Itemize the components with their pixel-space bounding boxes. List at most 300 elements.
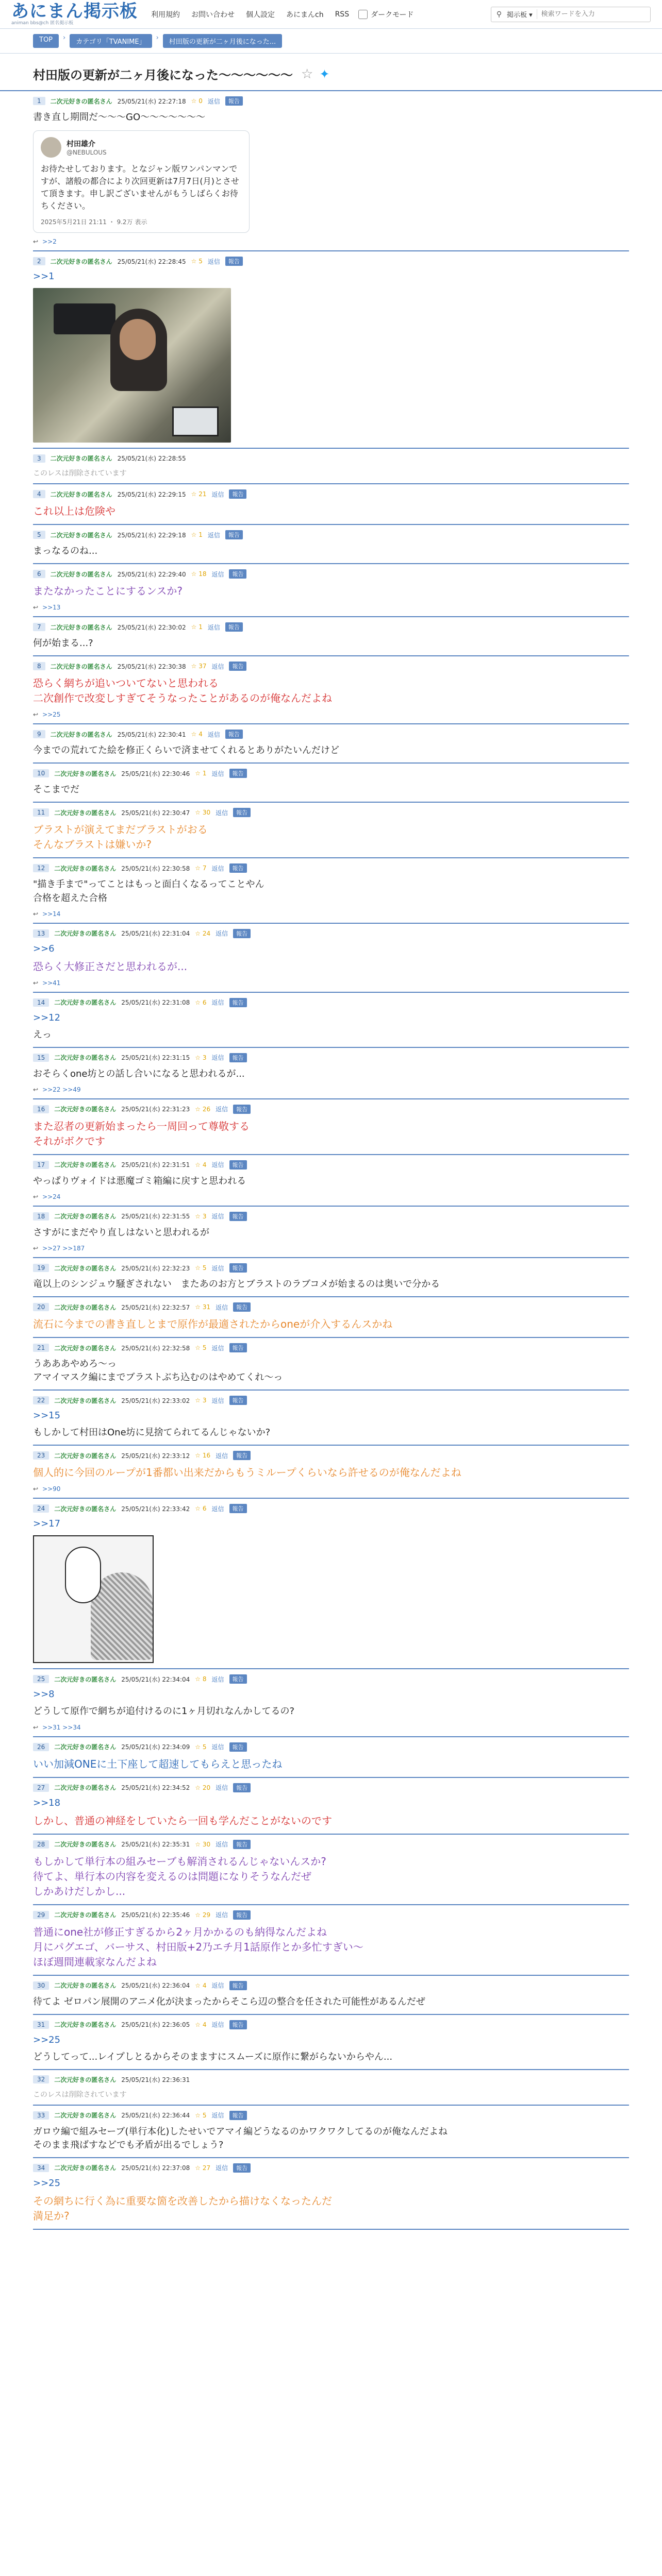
post (33, 1737, 629, 1778)
post-author: 二次元好きの匿名さん (54, 1841, 117, 1848)
post-number[interactable]: 9 (33, 730, 45, 738)
post-date: 25/05/21(水) 22:36:05 (121, 2021, 190, 2029)
post-rating[interactable]: ☆ 4 (195, 1981, 207, 1989)
post-number[interactable]: 13 (33, 929, 49, 938)
post-number[interactable]: 16 (33, 1105, 49, 1113)
post-header (33, 929, 629, 938)
post-number[interactable]: 12 (33, 864, 49, 872)
attached-manga-panel[interactable] (33, 1535, 154, 1663)
report-button[interactable]: 報告 (229, 1674, 247, 1684)
photo-monitor-shape (172, 406, 219, 436)
post-date: 25/05/21(水) 22:36:44 (121, 2112, 190, 2120)
post-number[interactable]: 6 (33, 570, 45, 578)
post-number[interactable]: 30 (33, 1981, 49, 1990)
report-button[interactable]: 報告 (233, 929, 251, 938)
reply-links[interactable]: >>25 (42, 711, 61, 719)
post (33, 858, 629, 923)
post-author: 二次元好きの匿名さん (54, 1213, 117, 1221)
post-body: まっなるのね... (33, 546, 98, 557)
post-rating[interactable]: ☆ 26 (195, 1105, 211, 1113)
report-button[interactable]: 報告 (229, 2111, 247, 2120)
post (33, 1297, 629, 1338)
post-header (33, 1981, 629, 1990)
post (33, 1778, 629, 1835)
post (33, 1099, 629, 1155)
search-input[interactable] (537, 10, 650, 18)
post-body: "描き手まで"ってことはもっと面白くなるってことやん 合格を超えた合格 (33, 879, 264, 904)
post-header (33, 622, 629, 632)
post-rating[interactable]: ☆ 5 (195, 1264, 207, 1272)
post-date: 25/05/21(水) 22:30:41 (117, 731, 186, 738)
report-button[interactable]: 報告 (229, 863, 247, 873)
breadcrumb-category[interactable]: カテゴリ「TVANIME」 (70, 34, 152, 48)
post-date: 25/05/21(水) 22:27:18 (117, 97, 186, 105)
post-author: 二次元好きの匿名さん (50, 490, 112, 498)
reply-links[interactable]: >>90 (42, 1485, 61, 1493)
post-header (33, 1504, 629, 1513)
dark-mode-checkbox[interactable] (358, 10, 368, 19)
post-author: 二次元好きの匿名さん (54, 770, 117, 777)
report-button[interactable]: 報告 (233, 1783, 251, 1792)
reply-links[interactable]: >>14 (42, 910, 61, 918)
post-author: 二次元好きの匿名さん (54, 1452, 117, 1460)
post (33, 1976, 629, 2015)
reply-links[interactable]: >>31 >>34 (42, 1723, 81, 1731)
post-author: 二次元好きの匿名さん (54, 1106, 117, 1113)
post-date: 25/05/21(水) 22:28:45 (117, 258, 186, 265)
post-body: ブラストが演えてまだブラストがおる そんなブラストは嫌いか? (33, 823, 208, 851)
post-author: 二次元好きの匿名さん (50, 570, 112, 578)
post-author: 二次元好きの匿名さん (54, 999, 117, 1007)
post (33, 993, 629, 1048)
reply-button[interactable]: 返信 (211, 1397, 224, 1404)
report-button[interactable]: 報告 (229, 662, 246, 671)
thread-title-bar (0, 54, 662, 91)
post-author: 二次元好きの匿名さん (54, 1264, 117, 1272)
post-number[interactable]: 14 (33, 998, 49, 1007)
post-rating[interactable]: ☆ 3 (195, 1397, 207, 1404)
nav-contact[interactable]: お問い合わせ (191, 10, 235, 19)
photo-face-shape (120, 319, 156, 360)
post (33, 1048, 629, 1099)
post-rating[interactable]: ☆ 5 (191, 258, 203, 265)
reply-button[interactable]: 返信 (216, 1784, 228, 1791)
nav-terms[interactable]: 利用規約 (151, 10, 180, 19)
reply-button[interactable]: 返信 (211, 865, 224, 872)
post-replies-footer (33, 979, 629, 987)
reply-button[interactable]: 返信 (207, 623, 220, 631)
dark-mode-toggle[interactable] (358, 9, 413, 20)
post-list (0, 91, 662, 2230)
post-header (33, 2163, 629, 2173)
report-button[interactable]: 報告 (229, 1396, 247, 1405)
post-rating[interactable]: ☆ 27 (195, 2164, 211, 2172)
post-author: 二次元好きの匿名さん (54, 930, 117, 938)
reply-button[interactable]: 返信 (216, 1911, 228, 1919)
post-date: 25/05/21(水) 22:30:02 (117, 623, 186, 631)
nav-rss[interactable]: RSS (335, 10, 350, 19)
post-number[interactable]: 23 (33, 1451, 49, 1460)
breadcrumb (0, 29, 662, 54)
reply-anchor-link[interactable]: >>8 (33, 1689, 55, 1700)
post-author: 二次元好きの匿名さん (54, 1161, 117, 1169)
post-header (33, 1263, 629, 1273)
post-author: 二次元好きの匿名さん (54, 2021, 117, 2029)
reply-anchor-link[interactable]: >>25 (33, 2177, 61, 2189)
post-author: 二次元好きの匿名さん (50, 623, 112, 631)
search-icon[interactable]: ⚲ (496, 10, 502, 19)
post-date: 25/05/21(水) 22:31:04 (121, 930, 190, 938)
reply-button[interactable]: 返信 (211, 770, 224, 777)
header-nav (151, 9, 349, 20)
post-header (33, 662, 629, 671)
reply-button[interactable]: 返信 (211, 1161, 224, 1169)
breadcrumb-thread[interactable]: 村田版の更新が二ヶ月後になった... (163, 34, 282, 48)
reply-button[interactable]: 返信 (211, 2021, 224, 2029)
breadcrumb-separator: › (63, 34, 66, 42)
reply-button[interactable]: 返信 (216, 809, 228, 817)
post-author: 二次元好きの匿名さん (50, 531, 112, 539)
report-button[interactable]: 報告 (225, 622, 243, 632)
post-number[interactable]: 1 (33, 97, 45, 105)
reply-button[interactable]: 返信 (216, 1841, 228, 1848)
report-button[interactable]: 報告 (233, 1840, 251, 1849)
post-header (33, 808, 629, 817)
post-author: 二次元好きの匿名さん (50, 455, 112, 463)
post-rating[interactable]: ☆ 1 (191, 531, 203, 539)
post-number[interactable]: 21 (33, 1344, 49, 1352)
post-header (33, 1396, 629, 1405)
post-date: 25/05/21(水) 22:30:58 (121, 865, 190, 872)
report-button[interactable]: 報告 (229, 489, 246, 499)
tweet-handle: @NEBULOUS (67, 149, 107, 157)
reply-button[interactable]: 返信 (207, 258, 220, 265)
report-button[interactable]: 報告 (229, 1343, 247, 1352)
post-rating[interactable]: ☆ 18 (191, 570, 207, 578)
reply-button[interactable]: 返信 (211, 1982, 224, 1989)
post-header (33, 1105, 629, 1114)
post (33, 1391, 629, 1446)
reply-button[interactable]: 返信 (211, 1505, 224, 1513)
post-body: 今までの荒れてた絵を修正くらいで済ませてくれるとありがたいんだけど (33, 745, 339, 756)
post-author: 二次元好きの匿名さん (54, 865, 117, 872)
post-number[interactable]: 34 (33, 2164, 49, 2172)
post-body: どうしてって...レイプしとるからそのまますにスムーズに原作に繋がらないからやん... (33, 2051, 393, 2062)
reply-button[interactable]: 返信 (207, 97, 220, 105)
post-header (33, 489, 629, 499)
post-header (33, 863, 629, 873)
post-rating[interactable]: ☆ 24 (195, 929, 211, 937)
post-date: 25/05/21(水) 22:30:38 (117, 663, 186, 670)
reply-links[interactable]: >>22 >>49 (42, 1086, 81, 1093)
post-number[interactable]: 28 (33, 1840, 49, 1849)
post-number[interactable]: 2 (33, 257, 45, 265)
post (33, 251, 629, 449)
reply-anchor-link[interactable]: >>15 (33, 1410, 61, 1421)
reply-button[interactable]: 返信 (207, 731, 220, 738)
reply-button[interactable]: 返信 (211, 2112, 224, 2120)
post-header (33, 1742, 629, 1752)
reply-button[interactable]: 返信 (211, 1213, 224, 1221)
report-button[interactable]: 報告 (229, 1212, 247, 1221)
post (33, 617, 629, 656)
post-number[interactable]: 7 (33, 623, 45, 631)
post-rating[interactable]: ☆ 6 (195, 998, 207, 1006)
reply-links[interactable]: >>27 >>187 (42, 1245, 85, 1252)
report-button[interactable]: 報告 (229, 569, 246, 579)
favorite-star-icon[interactable]: ☆ (301, 66, 313, 82)
post-rating[interactable]: ☆ 3 (195, 1054, 207, 1061)
post-author: 二次元好きの匿名さん (54, 1344, 117, 1352)
reply-links[interactable]: >>13 (42, 604, 61, 612)
report-button[interactable]: 報告 (233, 1451, 251, 1460)
post-replies-footer (33, 1724, 629, 1731)
deleted-notice: このレスは削除されています (33, 469, 127, 478)
post-rating[interactable]: ☆ 5 (195, 2111, 207, 2119)
reply-anchor-link[interactable]: >>6 (33, 943, 55, 954)
reply-anchor-link[interactable]: >>18 (33, 1797, 61, 1808)
post-rating[interactable]: ☆ 31 (195, 1303, 211, 1311)
post-number[interactable]: 29 (33, 1911, 49, 1919)
post-rating[interactable]: ☆ 4 (191, 731, 203, 738)
post-number[interactable]: 5 (33, 531, 45, 539)
report-button[interactable]: 報告 (229, 998, 247, 1007)
post-date: 25/05/21(水) 22:32:23 (121, 1264, 190, 1272)
post (33, 1155, 629, 1207)
post-rating[interactable]: ☆ 7 (195, 865, 207, 872)
post-number[interactable]: 20 (33, 1303, 49, 1311)
post (33, 924, 629, 993)
report-button[interactable]: 報告 (225, 730, 243, 739)
post (33, 1499, 629, 1669)
post-date: 25/05/21(水) 22:33:12 (121, 1452, 190, 1460)
post-date: 25/05/21(水) 22:29:18 (117, 531, 186, 539)
post-number[interactable]: 19 (33, 1264, 49, 1272)
report-button[interactable]: 報告 (229, 769, 247, 778)
post-rating[interactable]: ☆ 4 (195, 2021, 207, 2028)
reply-arrow-icon: ↩ (33, 1485, 39, 1493)
post-author: 二次元好きの匿名さん (54, 1743, 117, 1751)
post-rating[interactable]: ☆ 29 (195, 1911, 211, 1919)
post-rating[interactable]: ☆ 4 (195, 1161, 207, 1168)
reply-button[interactable]: 返信 (211, 1344, 224, 1352)
report-button[interactable]: 報告 (229, 1160, 247, 1170)
report-button[interactable]: 報告 (225, 257, 243, 266)
nav-animanch[interactable]: あにまんch (286, 10, 324, 19)
reply-links[interactable]: >>2 (42, 238, 57, 246)
attached-photo[interactable] (33, 288, 231, 443)
post-number[interactable]: 17 (33, 1161, 49, 1169)
post-number[interactable]: 11 (33, 808, 49, 817)
post-number[interactable]: 33 (33, 2111, 49, 2120)
post-body: もしかして単行本の組みセーブも解消されるんじゃないんスか? 待てよ、単行本の内容を変えるのは問題になりそうなんだぜ しかあけだしかし... (33, 1855, 326, 1897)
report-button[interactable]: 報告 (229, 2020, 247, 2029)
report-button[interactable]: 報告 (229, 1504, 247, 1513)
reply-button[interactable]: 返信 (211, 1264, 224, 1272)
post-rating[interactable]: ☆ 20 (195, 1784, 211, 1791)
post-body: 流石に今までの書き直しとまで原作が最適されたからoneが介入するんスかね (33, 1318, 393, 1331)
reply-anchor-link[interactable]: >>25 (33, 2034, 61, 2045)
twitter-share-icon[interactable]: ✦ (319, 66, 330, 81)
report-button[interactable]: 報告 (225, 96, 243, 106)
post (33, 2158, 629, 2230)
reply-button[interactable]: 返信 (211, 490, 224, 498)
post (33, 764, 629, 803)
reply-arrow-icon: ↩ (33, 979, 39, 987)
post-body: もしかして村田はOne坊に見捨てられてるんじゃないか? (33, 1427, 271, 1438)
reply-anchor-link[interactable]: >>1 (33, 271, 55, 282)
report-button[interactable]: 報告 (229, 1742, 247, 1752)
reply-arrow-icon: ↩ (33, 238, 39, 246)
reply-button[interactable]: 返信 (211, 999, 224, 1007)
post (33, 656, 629, 724)
post-number[interactable]: 3 (33, 454, 45, 463)
post-rating[interactable]: ☆ 1 (195, 770, 207, 777)
reply-anchor-link[interactable]: >>17 (33, 1518, 61, 1530)
post-rating[interactable]: ☆ 30 (195, 809, 211, 817)
post-header (33, 1910, 629, 1920)
post-rating[interactable]: ☆ 16 (195, 1452, 211, 1460)
post-author: 二次元好きの匿名さん (54, 1784, 117, 1791)
report-button[interactable]: 報告 (225, 530, 243, 539)
report-button[interactable]: 報告 (229, 1053, 247, 1062)
post-rating[interactable]: ☆ 5 (195, 1743, 207, 1751)
post-rating[interactable]: ☆ 30 (195, 1840, 211, 1848)
reply-arrow-icon: ↩ (33, 910, 39, 918)
post-header (33, 1674, 629, 1684)
post-number[interactable]: 18 (33, 1212, 49, 1221)
post-number[interactable]: 10 (33, 769, 49, 777)
post-body: 恐らく網ちが追いついてないと思われる 二次創作で改変しすぎてそうなったことがあるのが俺なんだよね (33, 677, 332, 705)
report-button[interactable]: 報告 (233, 2163, 251, 2173)
reply-button[interactable]: 返信 (216, 1303, 228, 1311)
report-button[interactable]: 報告 (233, 1105, 251, 1114)
reply-links[interactable]: >>41 (42, 979, 61, 987)
post-rating[interactable]: ☆ 1 (191, 623, 203, 631)
reply-arrow-icon: ↩ (33, 1086, 39, 1093)
post (33, 803, 629, 858)
post-date: 25/05/21(水) 22:29:40 (117, 570, 186, 578)
post-number[interactable]: 8 (33, 662, 45, 670)
search-kind-select[interactable]: 掲示板 ▾ (507, 9, 537, 19)
post-rating[interactable]: ☆ 3 (195, 1212, 207, 1220)
post (33, 2070, 629, 2106)
post-header (33, 1343, 629, 1352)
post-date: 25/05/21(水) 22:30:47 (121, 809, 190, 817)
post-number[interactable]: 4 (33, 490, 45, 498)
reply-button[interactable]: 返信 (211, 1743, 224, 1751)
report-button[interactable]: 報告 (233, 1302, 251, 1312)
post-body: 待てよ ゼロパン展開のアニメ化が決まったからそこら辺の整合を任された可能性があるんだぜ (33, 1996, 425, 2007)
thread-title: 村田版の更新が二ヶ月後になった〜〜〜〜〜〜 (33, 68, 293, 82)
reply-button[interactable]: 返信 (211, 1054, 224, 1062)
reply-button[interactable]: 返信 (216, 1452, 228, 1460)
reply-button[interactable]: 返信 (211, 570, 224, 578)
post (33, 1835, 629, 1905)
reply-button[interactable]: 返信 (207, 531, 220, 539)
search-box (491, 7, 651, 22)
post-author: 二次元好きの匿名さん (50, 731, 112, 738)
reply-button[interactable]: 返信 (211, 1675, 224, 1683)
post-body: おそらくone坊との話し合いになると思われるが... (33, 1068, 245, 1079)
reply-button[interactable]: 返信 (216, 1106, 228, 1113)
post-rating[interactable]: ☆ 8 (195, 1675, 207, 1683)
reply-arrow-icon: ↩ (33, 1723, 39, 1731)
report-button[interactable]: 報告 (229, 1263, 247, 1273)
post-header (33, 530, 629, 539)
reply-button[interactable]: 返信 (216, 2164, 228, 2172)
site-logo[interactable] (11, 3, 138, 26)
post-body: 個人的に今回のループが1番都い出来だからもうミループくらいなら許せるのが俺なんだよね (33, 1466, 461, 1479)
post-author: 二次元好きの匿名さん (54, 1397, 117, 1404)
report-button[interactable]: 報告 (233, 808, 251, 817)
post-rating[interactable]: ☆ 5 (195, 1344, 207, 1352)
post-header (33, 96, 629, 106)
post-number[interactable]: 24 (33, 1504, 49, 1513)
post-author: 二次元好きの匿名さん (50, 663, 112, 670)
post-author: 二次元好きの匿名さん (54, 2112, 117, 2120)
nav-settings[interactable]: 個人設定 (246, 10, 275, 19)
post (33, 525, 629, 564)
post-rating[interactable]: ☆ 37 (191, 663, 207, 670)
report-button[interactable]: 報告 (233, 1910, 251, 1920)
post-body: また忍者の更新始まったら一周回って尊敬する それがボクです (33, 1120, 250, 1147)
post-number[interactable]: 22 (33, 1396, 49, 1404)
post-rating[interactable]: ☆ 21 (191, 490, 207, 498)
post-date: 25/05/21(水) 22:29:15 (117, 490, 186, 498)
post-header (33, 1053, 629, 1062)
post-body: やっぱりヴォイドは悪魔ゴミ箱編に戻すと思われる (33, 1175, 246, 1187)
post-date: 25/05/21(水) 22:35:46 (121, 1911, 190, 1919)
post-body: ガロウ編で組みセーブ(単行本化)したせいでアマイ編どうなるのかワクワクしてるのが俺なんだよね そのまま飛ばすなどでも矛盾が出るでしょう? (33, 2126, 448, 2150)
post-body: うあああやめろ〜っ アマイマスク編にまでブラストぶち込むのはやめてくれ〜っ (33, 1359, 283, 1383)
post-author: 二次元好きの匿名さん (54, 1982, 117, 1989)
site-header (0, 0, 662, 29)
reply-button[interactable]: 返信 (216, 930, 228, 938)
post-body: さすがにまだやり直しはないと思われるが (33, 1227, 209, 1238)
post-date: 25/05/21(水) 22:33:02 (121, 1397, 190, 1404)
post-header (33, 2020, 629, 2029)
reply-button[interactable]: 返信 (211, 663, 224, 670)
post-number[interactable]: 32 (33, 2075, 49, 2083)
report-button[interactable]: 報告 (229, 1981, 247, 1990)
post-number[interactable]: 15 (33, 1054, 49, 1062)
reply-anchor-link[interactable]: >>12 (33, 1012, 61, 1023)
post-body: またなかったことにするンスか? (33, 585, 183, 598)
post-number[interactable]: 26 (33, 1743, 49, 1751)
post (33, 1446, 629, 1499)
post-body: これ以上は危険や (33, 505, 115, 518)
tweet-text: お待たせしております。となジャン版ワンパンマンですが、諸般の都合により次回更新は7月7日(月)とさせて頂きます。申し訳ございませんがもうしばらくお待ちください。 (41, 164, 239, 211)
reply-links[interactable]: >>24 (42, 1193, 61, 1200)
post-date: 25/05/21(水) 22:34:09 (121, 1743, 190, 1751)
post-header (33, 1302, 629, 1312)
tweet-meta: 2025年5月21日 21:11 ・ 9.2万 表示 (41, 218, 147, 226)
post-date: 25/05/21(水) 22:37:08 (121, 2164, 190, 2172)
post-number[interactable]: 27 (33, 1784, 49, 1792)
post-rating[interactable]: ☆ 0 (191, 97, 203, 105)
post-number[interactable]: 25 (33, 1675, 49, 1683)
post-author: 二次元好きの匿名さん (54, 809, 117, 817)
reply-arrow-icon: ↩ (33, 1245, 39, 1252)
post-rating[interactable]: ☆ 6 (195, 1505, 207, 1513)
post-date: 25/05/21(水) 22:32:57 (121, 1303, 190, 1311)
breadcrumb-top[interactable]: TOP (33, 34, 59, 48)
embedded-tweet[interactable] (33, 130, 250, 233)
manga-speech-bubble (65, 1547, 101, 1603)
breadcrumb-separator: › (156, 34, 159, 42)
post-number[interactable]: 31 (33, 2021, 49, 2029)
